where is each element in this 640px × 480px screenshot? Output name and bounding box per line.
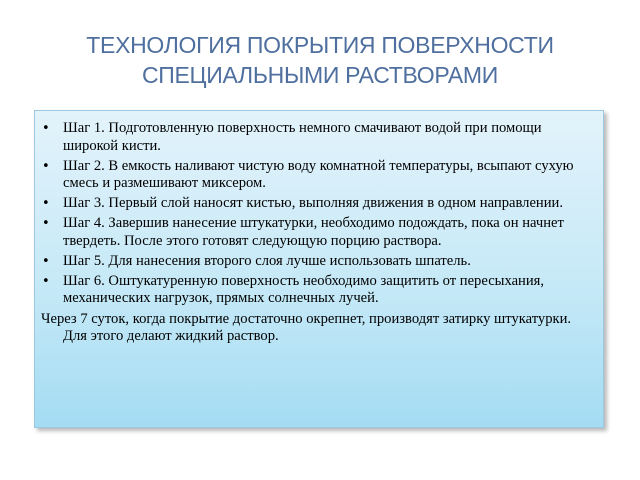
step-text: Шаг 3. Первый слой наносят кистью, выполняя движения в одном направлении. [63,195,564,212]
step-text: Шаг 4. Завершив нанесение штукатурки, необходимо подождать, пока он начнет твердеть. После этого готовят следующую порцию раствора. [63,215,564,249]
content-box [34,110,604,428]
slide-title: ТЕХНОЛОГИЯ ПОКРЫТИЯ ПОВЕРХНОСТИ СПЕЦИАЛЬНЫМИ РАСТВОРАМИ [86,32,554,88]
step-text: Шаг 5. Для нанесения второго слоя лучше использовать шпатель. [63,252,471,269]
step-text: Шаг 6. Оштукатуренную поверхность необходимо защитить от пересыхания, механических нагрузок, прямых солнечных лучей. [63,272,545,307]
closing-note: Через 7 суток, когда покрытие достаточно окрепнет, производят затирку штукатурки. Для этого делают жидкий раствор. [41,310,572,345]
list-item [41,158,589,193]
bullet-icon: • [42,216,50,232]
bullet-icon: • [42,273,50,289]
bullet-icon: • [42,196,50,212]
steps-list [41,120,589,308]
list-item [41,195,589,213]
list-item [41,253,589,271]
bullet-icon: • [42,253,50,269]
list-item [41,273,589,308]
step-text: Шаг 2. В емкость наливают чистую воду комнатной температуры, всыпают сухую смесь и размешивают миксером. [63,157,574,192]
list-item [41,215,589,250]
step-text: Шаг 1. Подготовленную поверхность немного смачивают водой при помощи широкой кисти. [63,120,542,154]
bullet-icon: • [42,158,50,174]
bullet-icon: • [42,121,50,136]
list-item [41,120,589,155]
